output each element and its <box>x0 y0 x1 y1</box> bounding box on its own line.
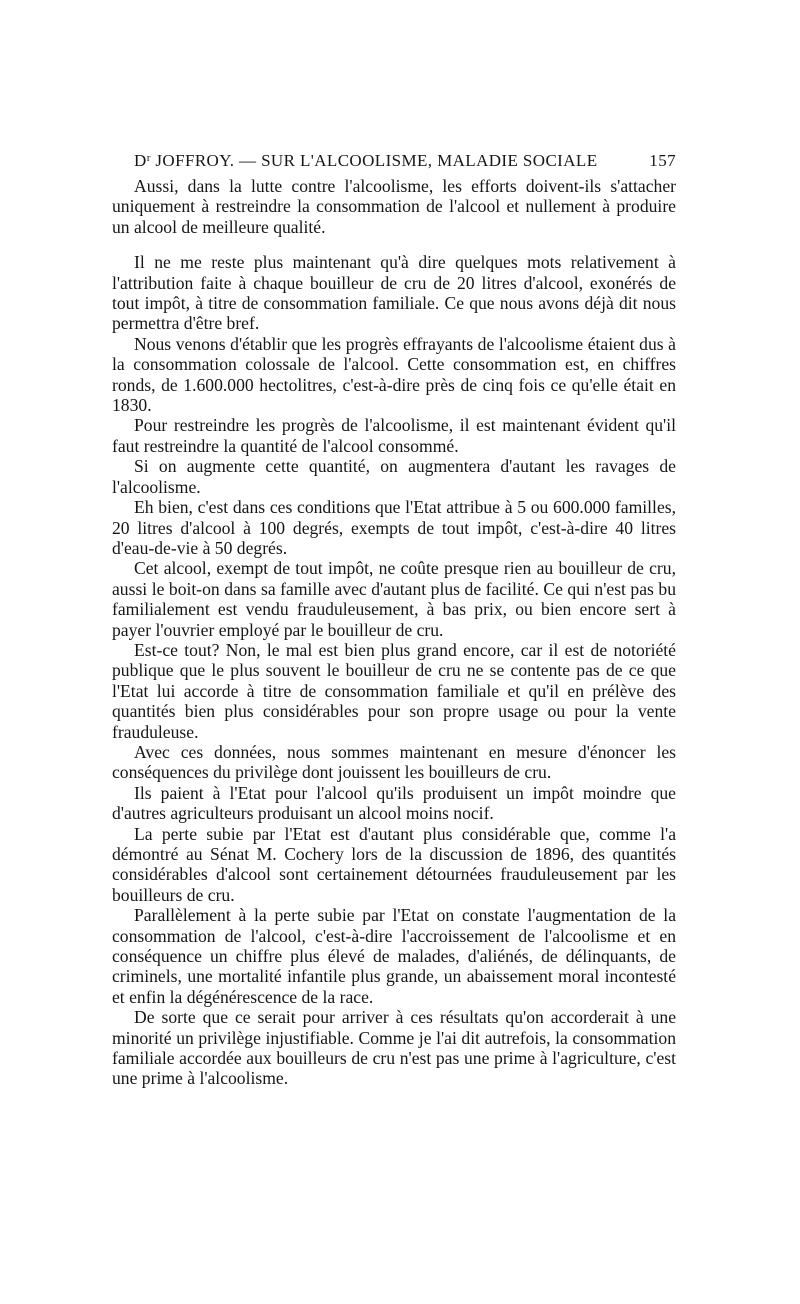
paragraph-12: Parallèlement à la perte subie par l'Etat on constate l'augmentation de la consommation de l'alcool, c'est-à-dire l'accroissement de l'alcoolisme et en conséquence un chiffre plus élevé de malades, d'aliénés, de délinquants, de criminels, une mortalité infantile plus grande, un abaissement moral incontesté et enfin la dégénérescence de la race. <box>112 905 676 1007</box>
book-page <box>112 148 676 1089</box>
author-prefix-superscript: r <box>146 152 151 164</box>
header-title: JOFFROY. — SUR L'ALCOOLISME, MALADIE SOCIALE <box>150 151 598 170</box>
paragraph-10: Ils paient à l'Etat pour l'alcool qu'ils produisent un impôt moindre que d'autres agriculteurs produisant un alcool moins nocif. <box>112 782 676 824</box>
paragraph-6: Eh bien, c'est dans ces conditions que l'Etat attribue à 5 ou 600.000 familles, 20 litres d'alcool à 100 degrés, exempts de tout impôt, c'est-à-dire 40 litres d'eau-de-vie à 50 degrés. <box>112 497 676 558</box>
paragraph-9: Avec ces données, nous sommes maintenant en mesure d'énoncer les conséquences du privilège dont jouissent les bouilleurs de cru. <box>112 741 676 783</box>
author-prefix: D <box>134 151 147 170</box>
paragraph-11: La perte subie par l'Etat est d'autant plus considérable que, comme l'a démontré au Sénat M. Cochery lors de la discussion de 1896, des quantités considérables d'alcool sont certainement détournées frauduleusement par les bouilleurs de cru. <box>112 823 676 905</box>
paragraph-2: Il ne me reste plus maintenant qu'à dire quelques mots relativement à l'attribution faite à chaque bouilleur de cru de 20 litres d'alcool, exonérés de tout impôt, à titre de consommation familiale. Ce que nous avons déjà dit nous permettra d'être bref. <box>112 252 676 334</box>
paragraph-5: Si on augmente cette quantité, on augmentera d'autant les ravages de l'alcoolisme. <box>112 456 676 497</box>
page-number: 157 <box>649 151 676 170</box>
paragraph-3: Nous venons d'établir que les progrès effrayants de l'alcoolisme étaient dus à la consommation colossale de l'alcool. Cette consommation est, en chiffres ronds, de 1.600.000 hectolitres, c'est-à-dire près de cinq fois ce qu'elle était en 1830. <box>112 333 676 416</box>
running-header <box>134 148 676 170</box>
body-text <box>112 176 676 1089</box>
paragraph-13: De sorte que ce serait pour arriver à ces résultats qu'on accorderait à une minorité un privilège injustifiable. Comme je l'ai dit autrefois, la consommation familiale accordée aux bouilleurs de cru n'est pas une prime à l'agriculture, c'est une prime à l'alcoolisme. <box>112 1007 676 1089</box>
paragraph-1: Aussi, dans la lutte contre l'alcoolisme, les efforts doivent-ils s'attacher uniquement à restreindre la consommation de l'alcool et nullement à produire un alcool de meilleure qualité. <box>112 176 676 237</box>
paragraph-8: Est-ce tout? Non, le mal est bien plus grand encore, car il est de notoriété publique que le plus souvent le bouilleur de cru ne se contente pas de ce que l'Etat lui accorde à titre de consommation familiale et qu'il en prélève des quantités bien plus considérables pour son propre usage ou pour la vente frauduleuse. <box>112 639 676 742</box>
running-title <box>134 148 598 171</box>
paragraph-4: Pour restreindre les progrès de l'alcoolisme, il est maintenant évident qu'il faut restreindre la quantité de l'alcool consommé. <box>112 415 676 456</box>
paragraph-7: Cet alcool, exempt de tout impôt, ne coûte presque rien au bouilleur de cru, aussi le boit-on dans sa famille avec d'autant plus de facilité. Ce qui n'est pas bu familialement est vendu frauduleusement, à bas prix, ou bien encore sert à payer l'ouvrier employé par le bouilleur de cru. <box>112 558 676 640</box>
